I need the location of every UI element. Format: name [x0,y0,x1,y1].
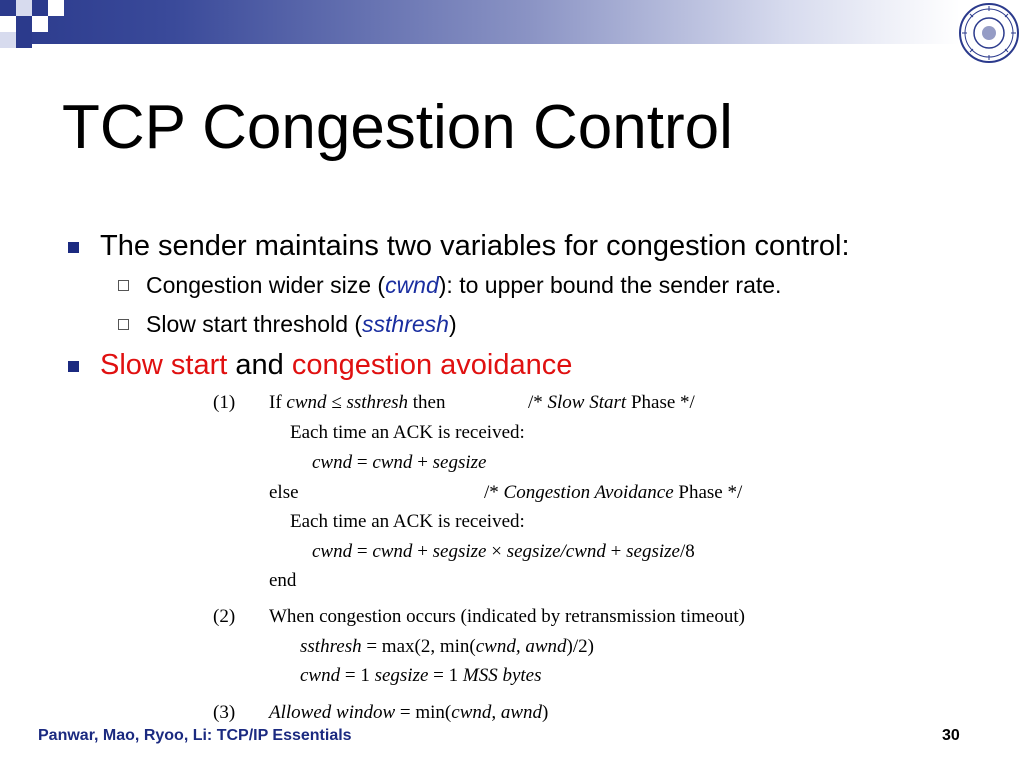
algo-comment-1: /* Slow Start Phase */ [528,392,695,413]
hollow-square-icon [118,280,129,291]
algo-end: end [269,570,297,591]
term-cwnd: cwnd [385,272,439,298]
sub-text: ): to upper bound the sender rate. [438,272,782,298]
algo-line-2: Each time an ACK is received: [290,422,525,443]
algo-else: else [269,482,299,503]
algo-line-5: Each time an ACK is received: [290,511,525,532]
bullet-text: and [227,349,292,381]
algo-line-1: If cwnd ≤ ssthresh then [269,392,446,413]
algo-line-9: ssthresh = max(2, min(cwnd, awnd)/2) [300,636,594,657]
bullet-text: The sender maintains two variables for congestion control: [100,230,850,262]
hollow-square-icon [118,319,129,330]
corner-square [0,16,16,32]
bullet-square-icon [68,361,79,372]
corner-square [48,0,64,16]
algo-line-10: cwnd = 1 segsize = 1 MSS bytes [300,665,542,686]
term-ssthresh: ssthresh [362,311,449,337]
corner-square [16,32,32,48]
corner-square [16,16,32,32]
corner-square [0,32,16,48]
bullet-square-icon [68,242,79,253]
university-seal-logo [958,2,1020,64]
footer-authors: Panwar, Mao, Ryoo, Li: TCP/IP Essentials [38,727,352,744]
algo-line-8: When congestion occurs (indicated by retransmission timeout) [269,606,745,627]
corner-square [32,0,48,16]
highlight-slow-start: Slow start [100,349,228,381]
algo-line-11: Allowed window = min(cwnd, awnd) [269,702,549,723]
highlight-congestion-avoidance: congestion avoidance [291,349,573,381]
algo-step-number: (2) [213,606,236,627]
corner-square [32,16,48,32]
algo-comment-2: /* Congestion Avoidance Phase */ [484,482,743,503]
header-gradient-band [0,0,960,44]
algo-line-3: cwnd = cwnd + segsize [312,452,487,473]
sub-text: Slow start threshold ( [146,311,363,337]
corner-square [0,0,16,16]
corner-square [16,0,32,16]
algo-step-number: (3) [213,702,236,723]
algo-line-6: cwnd = cwnd + segsize × segsize/cwnd + segsize/8 [312,541,695,562]
page-number: 30 [942,727,960,744]
sub-text: ) [448,311,457,337]
algo-step-number: (1) [213,392,236,413]
sub-text: Congestion wider size ( [146,272,386,298]
slide-title: TCP Congestion Control [62,93,733,162]
